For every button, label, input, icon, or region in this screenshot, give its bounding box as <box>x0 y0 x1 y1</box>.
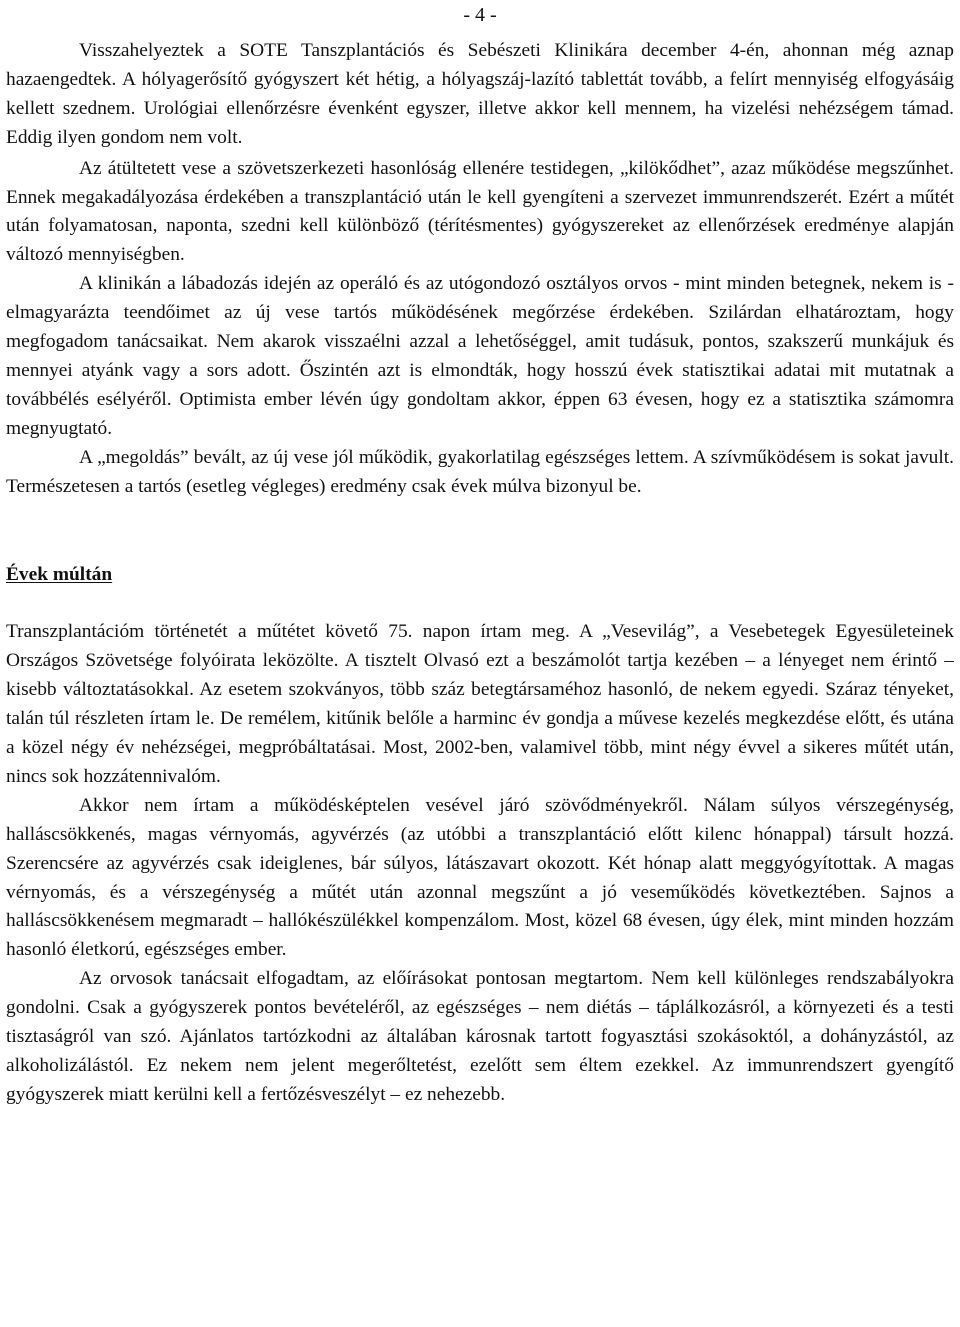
document-body <box>6 37 954 1110</box>
section-title: Évek múltán <box>6 563 113 585</box>
paragraph-rejection: Az átültetett vese a szövetszerkezeti hasonlóság ellenére testidegen, „kilökődhet”, azaz működése megszűnhet. Ennek megakadályozása érdekében a transzplantáció után le kell gyengíteni a szervezet immunrendszerét. Ezért a műtét után folyamatosan, naponta, szedni kell különböző (térítésmentes) gyógyszereket az ellenőrzések eredménye alapján változó mennyiségben. <box>6 157 954 266</box>
paragraph-solution: A „megoldás” bevált, az új vese jól működik, gyakorlatilag egészséges lettem. A szívműködésem is sokat javult. Természetesen a tartós (esetleg végleges) eredmény csak évek múlva bizonyul be. <box>6 446 954 497</box>
paragraph-lifestyle: Az orvosok tanácsait elfogadtam, az előírásokat pontosan megtartom. Nem kell különleges rendszabályokra gondolni. Csak a gyógyszerek pontos bevételéről, az egészséges – nem diétás – táplálkozásról, a környezeti és a testi tisztaságról van szó. Ajánlatos tartózkodni az általában károsnak tartott fogyasztási szokásoktól, a dohányzástól, az alkoholizálástól. Ez nekem nem jelent megerőltetést, ezelőtt sem éltem ezekkel. Az immunrendszert gyengítő gyógyszerek miatt kerülni kell a fertőzésveszélyt – ez nehezebb. <box>6 968 954 1105</box>
paragraph-complications: Akkor nem írtam a működésképtelen vesével járó szövődményekről. Nálam súlyos vérszegénység, halláscsökkenés, magas vérnyomás, agyvérzés (az utóbbi a transzplantáció előtt kilenc hónappal) társult hozzá. Szerencsére az agyvérzés csak ideiglenes, bár súlyos, látászavart okozott. Két hónap alatt meggyógyítottak. A magas vérnyomás, és a vérszegénység a műtét után azonnal megszűnt a jó veseműködés következtében. Sajnos a halláscsökkenésem megmaradt – hallókészülékkel kompenzálom. Most, közel 68 évesen, úgy élek, mint minden hozzám hasonló életkorú, egészséges ember. <box>6 794 954 961</box>
paragraph-history: Transzplantációm történetét a műtétet követő 75. napon írtam meg. A „Vesevilág”, a Vesebetegek Egyesületeinek Országos Szövetsége folyóirata leközölte. A tisztelt Olvasó ezt a beszámolót tartja kezében – a lényeget nem érintő – kisebb változtatásokkal. Az esetem szokványos, több száz betegtársaméhoz hasonló, de nekem egyedi. Száraz tényeket, talán túl részleten írtam le. De remélem, kitűnik belőle a harminc év gondja a művese kezelés megkezdése előtt, és utána a közel négy év nehézségei, megpróbáltatásai. Most, 2002-ben, valamivel több, mint négy évvel a sikeres műtét után, nincs sok hozzátennivalóm. <box>6 621 954 787</box>
page-number: - 4 - <box>463 4 497 26</box>
paragraph-discharge: Visszahelyeztek a SOTE Tanszplantációs és Sebészeti Klinikára december 4-én, ahonnan még aznap hazaengedtek. A hólyagerősítő gyógyszert két hétig, a hólyagszáj-lazító tablettát tovább, a felírt mennyiség elfogyásáig kellett szednem. Urológiai ellenőrzésre évenként egyszer, illetve akkor kell mennem, ha vizelési nehézségem támad. Eddig ilyen gondom nem volt. <box>6 40 954 148</box>
paragraph-clinic-advice: A klinikán a lábadozás idején az operáló és az utógondozó osztályos orvos - mint minden betegnek, nekem is - elmagyarázta teendőimet az új vese tartós működésének megőrzése érdekében. Szilárdan elhatároztam, hogy megfogadom tanácsaikat. Nem akarok visszaélni azzal a lehetőséggel, amit tudásuk, pontos, szakszerű munkájuk és mennyei atyánk vagy a sors adott. Őszintén azt is elmondták, hogy hosszú évek statisztikai adatai mit mutatnak a továbbélés esélyéről. Optimista ember lévén úgy gondoltam akkor, éppen 63 évesen, hogy ez a statisztika számomra megnyugtató. <box>6 273 954 439</box>
